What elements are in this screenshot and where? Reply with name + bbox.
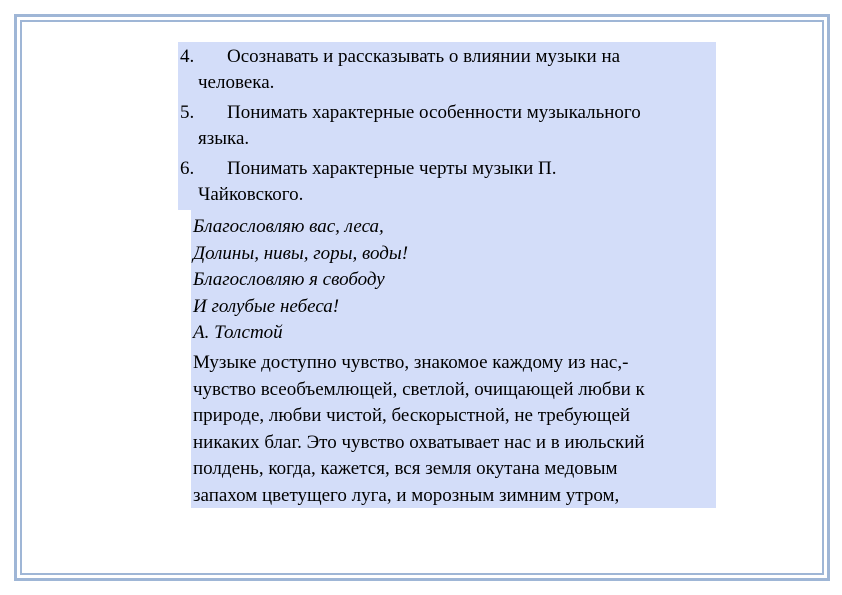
goal-text-line2: языка. <box>198 128 250 149</box>
goal-text-line2: Чайковского. <box>198 184 304 205</box>
goal-text-line1: Понимать характерные черты музыки П. <box>227 158 557 179</box>
prose-line: полдень, когда, кажется, вся земля окутана медовым <box>193 458 618 479</box>
goals-list <box>178 42 716 210</box>
goal-item-6 <box>178 154 716 210</box>
prose-paragraph <box>193 350 645 509</box>
goal-number: 4. <box>180 46 195 67</box>
goal-text-line1: Понимать характерные особенности музыкального <box>227 102 641 123</box>
goal-text-line1: Осознавать и рассказывать о влиянии музыки на <box>227 46 621 67</box>
goal-item-4 <box>178 42 716 98</box>
poem-line: Благословляю вас, леса, <box>193 216 384 237</box>
prose-line: запахом цветущего луга, и морозным зимним утром, <box>193 484 620 506</box>
prose-line: Музыке доступно чувство, знакомое каждому из нас,- <box>193 352 629 373</box>
goal-number: 5. <box>180 102 195 123</box>
poem-line: Благословляю я свободу <box>193 269 385 290</box>
poem-line: И голубые небеса! <box>193 295 340 317</box>
poem-epigraph <box>193 214 408 347</box>
prose-line: чувство всеобъемлющей, светлой, очищающей любви к <box>193 378 645 400</box>
goal-number: 6. <box>180 158 195 179</box>
goal-item-5 <box>178 98 716 154</box>
prose-line: природе, любви чистой, бескорыстной, не требующей <box>193 405 631 426</box>
poem-and-prose-block <box>191 210 716 508</box>
goal-text-line2: человека. <box>198 72 275 93</box>
poem-author: А. Толстой <box>193 322 283 343</box>
prose-line: никаких благ. Это чувство охватывает нас и в июльский <box>193 431 645 453</box>
poem-line: Долины, нивы, горы, воды! <box>193 242 409 264</box>
